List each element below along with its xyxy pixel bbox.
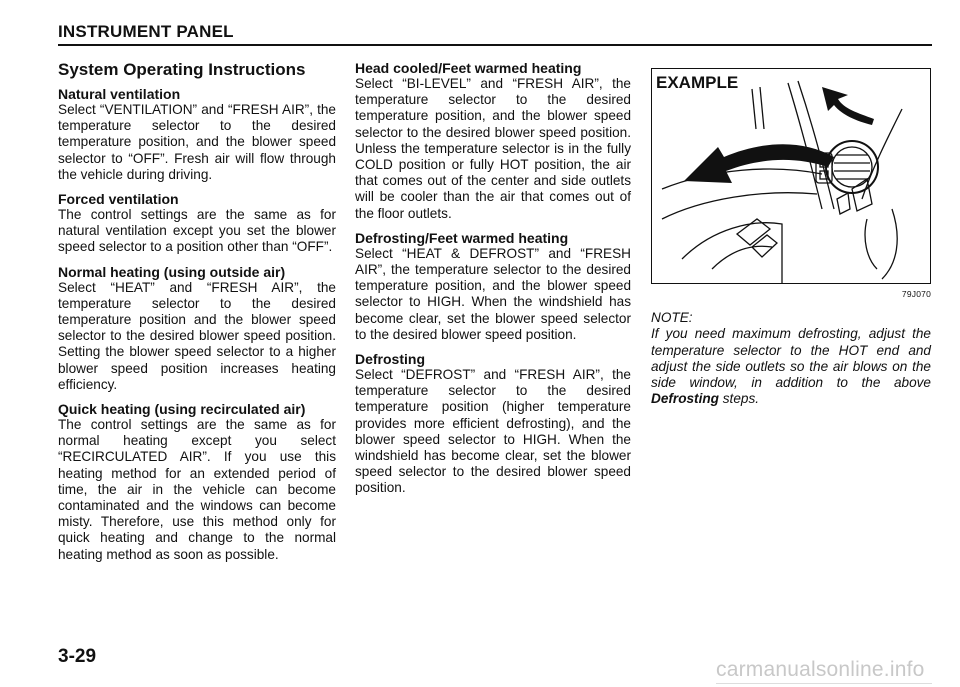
defrost-feet-heading: Defrosting/Feet warmed heating	[355, 229, 569, 246]
side-outlet-illustration	[652, 69, 931, 284]
watermark-text: carmanualsonline.info	[716, 658, 925, 681]
header-rule	[58, 44, 932, 46]
normal-heating-heading: Normal heating (using outside air)	[58, 263, 286, 280]
section-title: System Operating Instructions	[58, 60, 306, 79]
forced-ventilation-block	[58, 191, 336, 256]
note-label: NOTE:	[651, 310, 693, 326]
defrosting-block	[355, 351, 631, 497]
defrosting-heading: Defrosting	[355, 351, 425, 368]
bilevel-block	[355, 60, 631, 222]
bilevel-heading: Head cooled/Feet warmed heating	[355, 60, 582, 76]
note-text	[651, 326, 931, 407]
page-header-title: INSTRUMENT PANEL	[58, 22, 234, 41]
quick-heating-heading: Quick heating (using recirculated air)	[58, 401, 306, 418]
figure-label: EXAMPLE	[656, 75, 742, 91]
figure-code: 79J070	[901, 289, 931, 299]
bilevel-text: Select “BI-LEVEL” and “FRESH AIR”, the temperature selector to the desired temperature position, and the blower speed selector to the desired blower speed position. Unless the temperature selector is in the fully COLD position or fully HOT position, the air that comes out of the center and side outlets will be cooler than the air that comes out of the floor outlets.	[355, 76, 631, 221]
forced-ventilation-heading: Forced ventilation	[58, 191, 179, 208]
defrost-feet-text: Select “HEAT & DEFROST” and “FRESH AIR”, the temperature selector to the desired temperature position, and the blower speed selector to HIGH. When the windshield has become clear, set the blower speed selector to the desired blower speed position.	[355, 245, 631, 342]
column-left	[58, 60, 336, 571]
column-right	[651, 68, 931, 407]
page-number: 3-29	[58, 646, 97, 667]
normal-heating-text: Select “HEAT” and “FRESH AIR”, the temperature selector to the desired temperature position and the blower speed selector to the desired blower speed position. Setting the blower speed selector to a higher blower speed position increases heating efficiency.	[58, 279, 336, 392]
quick-heating-text: The control settings are the same as for normal heating except you select “RECIRCULATED AIR”. If you use this heating method for an extended period of time, the air in the vehicle can become contaminated and the windows can become misty. Therefore, use this method only for quick heating and change to the normal heating method as soon as possible.	[58, 417, 336, 562]
example-figure	[651, 68, 931, 284]
note-text-emphasis: Defrosting	[651, 391, 719, 407]
note-block	[651, 310, 931, 407]
natural-ventilation-block	[58, 86, 336, 183]
defrost-feet-block	[355, 230, 631, 343]
defrosting-text: Select “DEFROST” and “FRESH AIR”, the temperature selector to the desired temperature position (higher temperature provides more efficient defrosting), and the blower speed selector to HIGH. When the windshield has become clear, set the blower speed selector to the desired blower speed position.	[355, 367, 631, 496]
column-middle	[355, 60, 631, 505]
natural-ventilation-heading: Natural ventilation	[58, 86, 181, 102]
note-text-after: steps.	[718, 391, 760, 407]
note-text-before: If you need maximum defrosting, adjust the temperature selector to the HOT end and adjust the side outlets so the air blows on the side window, in addition to the above	[651, 326, 931, 391]
natural-ventilation-text: Select “VENTILATION” and “FRESH AIR”, the temperature selector to the desired temperature position, and the blower speed selector to “OFF”. Fresh air will flow through the vehicle during driving.	[58, 102, 336, 182]
watermark-underline	[716, 683, 932, 684]
normal-heating-block	[58, 264, 336, 393]
quick-heating-block	[58, 401, 336, 563]
forced-ventilation-text: The control settings are the same as for natural ventilation except you set the blower speed selector to a position other than “OFF”.	[58, 207, 336, 255]
